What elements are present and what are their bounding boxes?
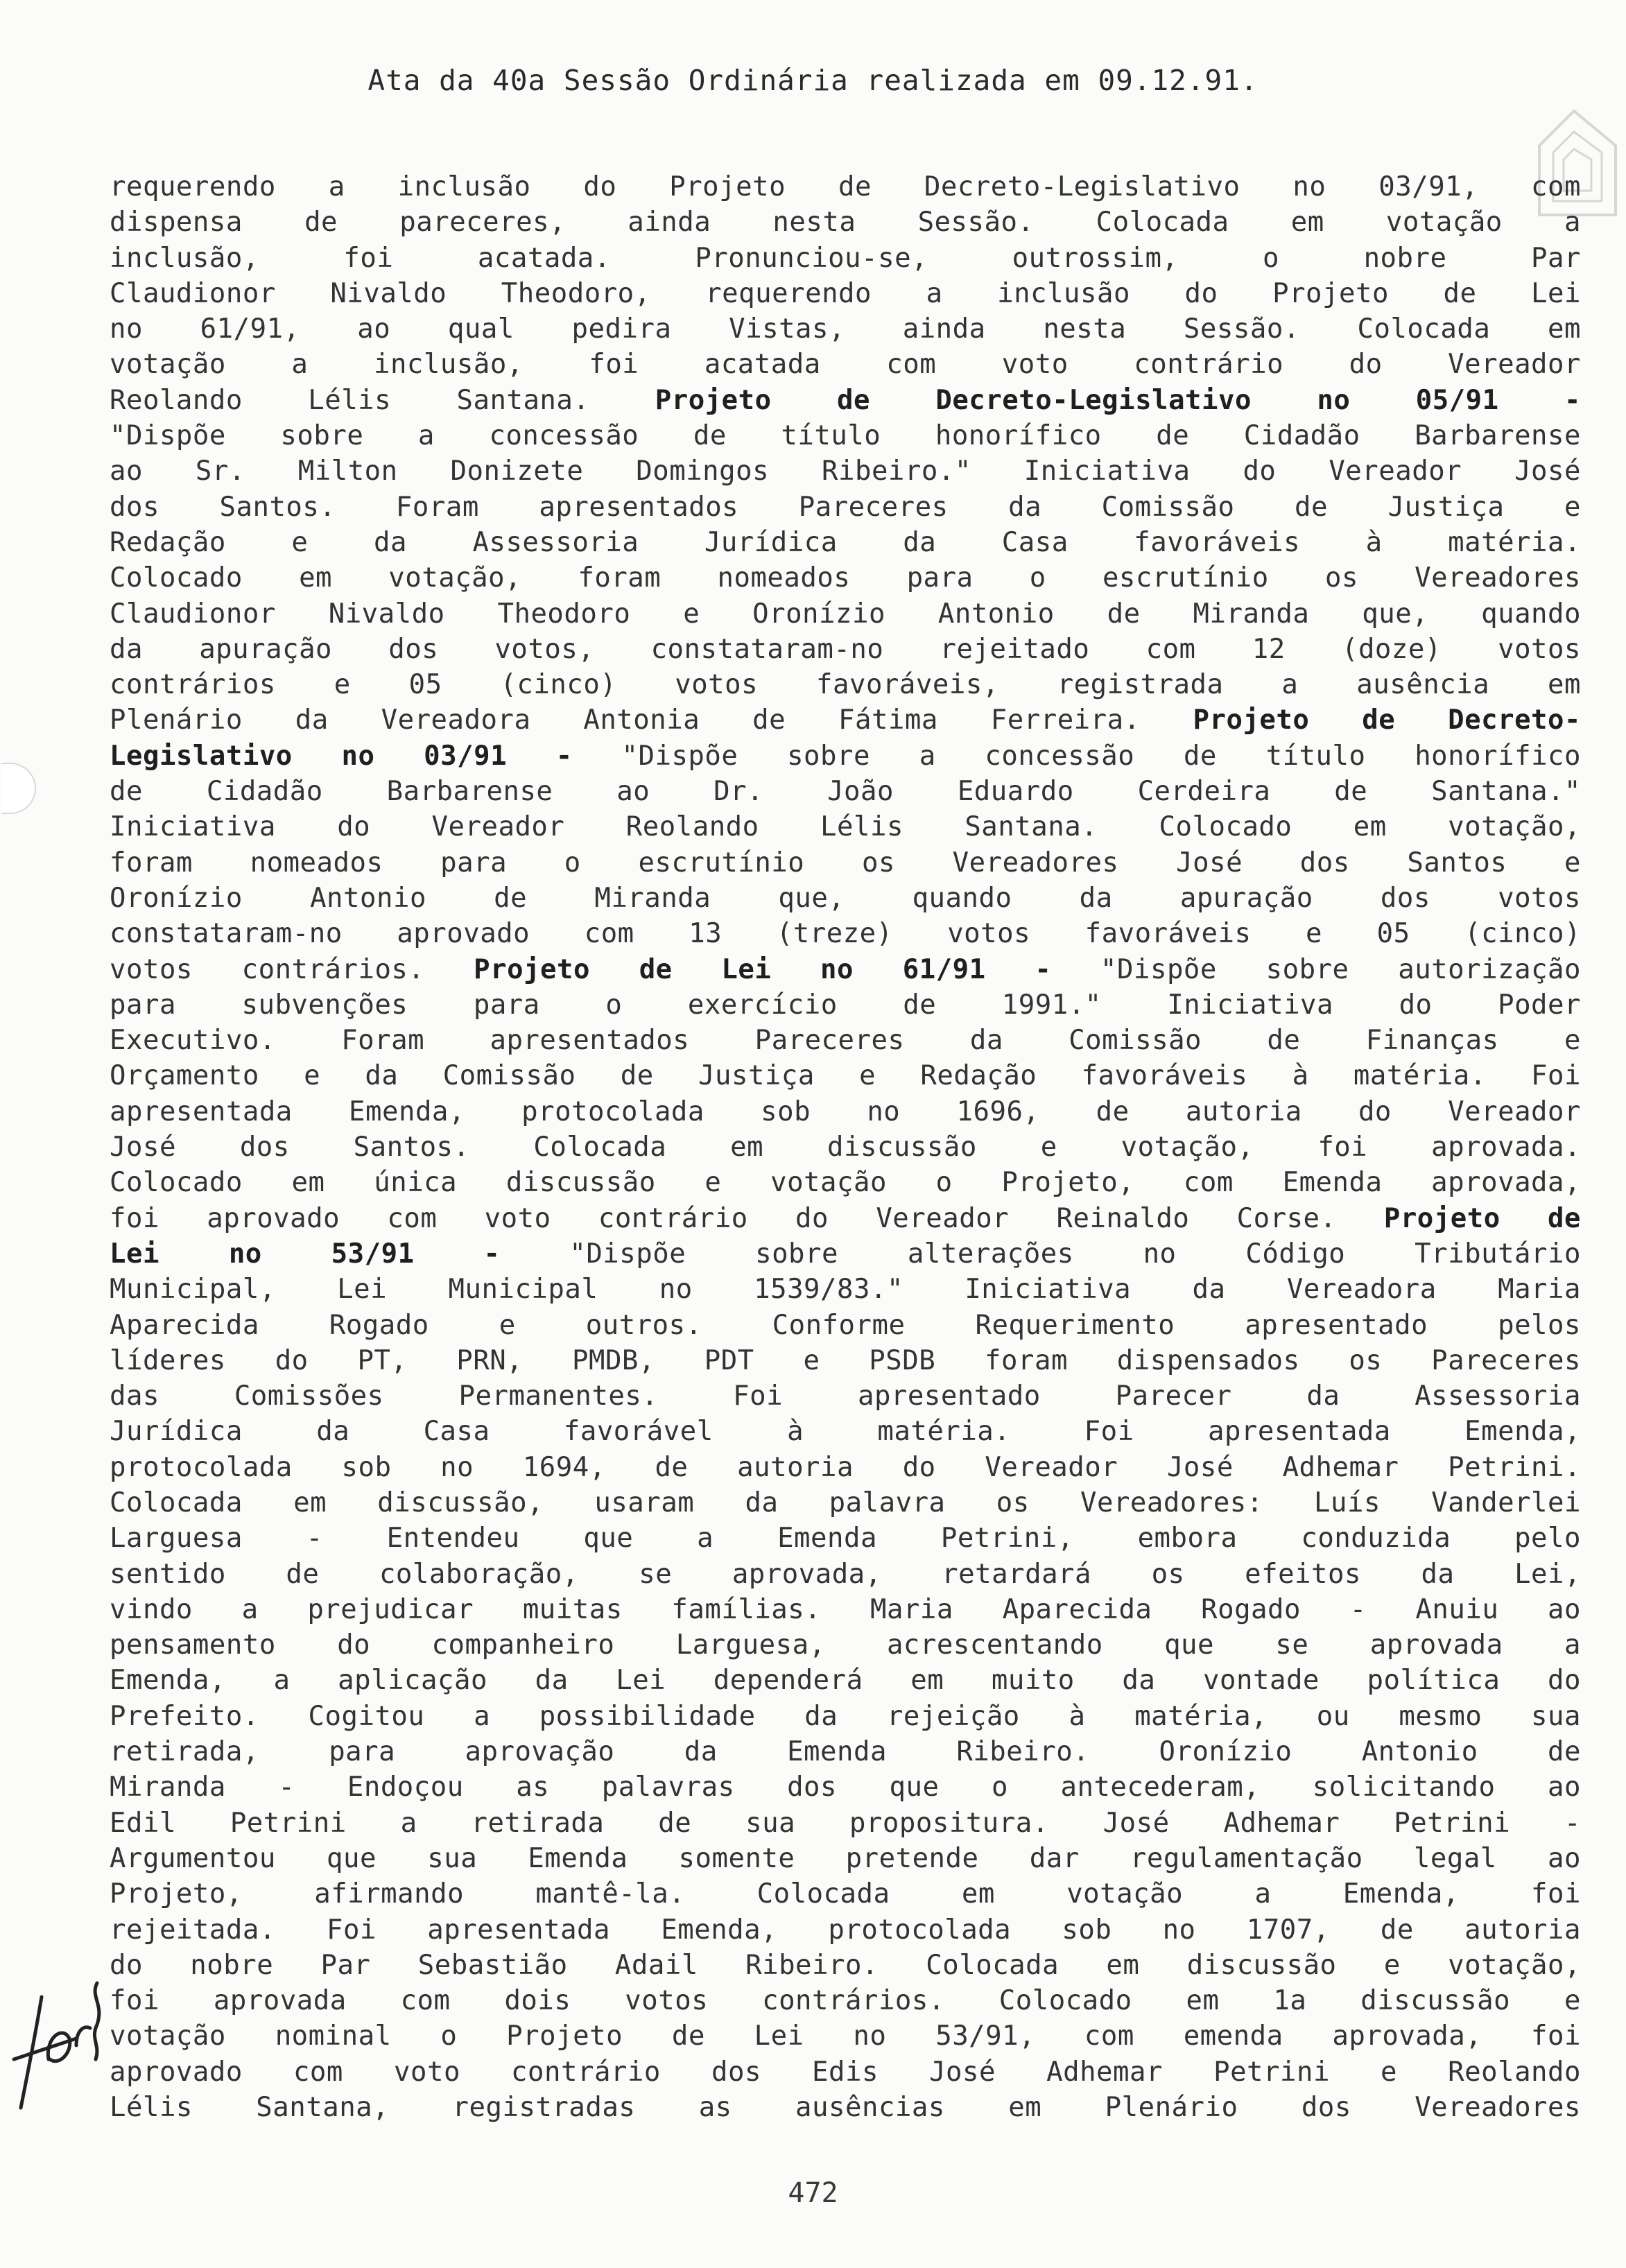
- text-line: Prefeito. Cogitou a possibilidade da rejeição à matéria, ou mesmo sua: [110, 1700, 1581, 1732]
- text-line: Argumentou que sua Emenda somente pretende dar regulamentação legal ao: [110, 1842, 1581, 1874]
- text-line: Plenário da Vereadora Antonia de Fátima Ferreira. Projeto de Decreto-: [110, 704, 1581, 736]
- text-line: das Comissões Permanentes. Foi apresentado Parecer da Assessoria: [110, 1380, 1581, 1412]
- text-line: pensamento do companheiro Larguesa, acrescentando que se aprovada a: [110, 1629, 1581, 1661]
- text-line: Edil Petrini a retirada de sua propositura. José Adhemar Petrini -: [110, 1807, 1581, 1839]
- text-line: constataram-no aprovado com 13 (treze) votos favoráveis e 05 (cinco): [110, 918, 1581, 950]
- text-line: aprovado com voto contrário dos Edis José Adhemar Petrini e Reolando: [110, 2056, 1581, 2088]
- text-line: da apuração dos votos, constataram-no rejeitado com 12 (doze) votos: [110, 633, 1581, 665]
- text-line: Reolando Lélis Santana. Projeto de Decreto-Legislativo no 05/91 -: [110, 384, 1581, 416]
- text-line: dos Santos. Foram apresentados Pareceres da Comissão de Justiça e: [110, 491, 1581, 523]
- text-line: requerendo a inclusão do Projeto de Decreto-Legislativo no 03/91, com: [110, 171, 1581, 202]
- text-line: Colocado em votação, foram nomeados para o escrutínio os Vereadores: [110, 562, 1581, 594]
- page-number: 472: [788, 2177, 838, 2209]
- text-line: protocolada sob no 1694, de autoria do Vereador José Adhemar Petrini.: [110, 1451, 1581, 1483]
- punch-hole-mark: [1, 763, 36, 814]
- text-line: foi aprovada com dois votos contrários. Colocado em 1a discussão e: [110, 1985, 1581, 2017]
- text-line: Lélis Santana, registradas as ausências em Plenário dos Vereadores: [110, 2092, 1581, 2124]
- text-line: rejeitada. Foi apresentada Emenda, protocolada sob no 1707, de autoria: [110, 1914, 1581, 1946]
- text-line: dispensa de pareceres, ainda nesta Sessão. Colocada em votação a: [110, 207, 1581, 239]
- text-line: José dos Santos. Colocada em discussão e votação, foi aprovada.: [110, 1132, 1581, 1163]
- text-line: vindo a prejudicar muitas famílias. Maria Aparecida Rogado - Anuiu ao: [110, 1593, 1581, 1625]
- page-title: Ata da 40a Sessão Ordinária realizada em 09.12.91.: [367, 64, 1259, 97]
- text-line: no 61/91, ao qual pedira Vistas, ainda nesta Sessão. Colocada em: [110, 313, 1581, 345]
- text-line: Projeto, afirmando mantê-la. Colocada em votação a Emenda, foi: [110, 1878, 1581, 1910]
- text-line: Lei no 53/91 - "Dispõe sobre alterações no Código Tributário: [110, 1238, 1581, 1270]
- text-line: líderes do PT, PRN, PMDB, PDT e PSDB foram dispensados os Pareceres: [110, 1344, 1581, 1376]
- text-line: votos contrários. Projeto de Lei no 61/91 - "Dispõe sobre autorização: [110, 953, 1581, 985]
- text-line: Miranda - Endoçou as palavras dos que o antecederam, solicitando ao: [110, 1772, 1581, 1803]
- text-line: Orçamento e da Comissão de Justiça e Redação favoráveis à matéria. Foi: [110, 1060, 1581, 1092]
- text-line: Executivo. Foram apresentados Pareceres da Comissão de Finanças e: [110, 1025, 1581, 1057]
- text-line: Aparecida Rogado e outros. Conforme Requerimento apresentado pelos: [110, 1309, 1581, 1341]
- minutes-body-text: [110, 169, 1581, 2125]
- text-line: de Cidadão Barbarense ao Dr. João Eduardo Cerdeira de Santana.": [110, 776, 1581, 808]
- text-line: Larguesa - Entendeu que a Emenda Petrini, embora conduzida pelo: [110, 1523, 1581, 1555]
- text-line: Claudionor Nivaldo Theodoro e Oronízio Antonio de Miranda que, quando: [110, 598, 1581, 630]
- text-line: Claudionor Nivaldo Theodoro, requerendo a inclusão do Projeto de Lei: [110, 277, 1581, 309]
- text-line: ao Sr. Milton Donizete Domingos Ribeiro." Iniciativa do Vereador José: [110, 456, 1581, 487]
- text-line: retirada, para aprovação da Emenda Ribeiro. Oronízio Antonio de: [110, 1736, 1581, 1768]
- text-line: Colocada em discussão, usaram da palavra os Vereadores: Luís Vanderlei: [110, 1487, 1581, 1518]
- text-line: do nobre Par Sebastião Adail Ribeiro. Colocada em discussão e votação,: [110, 1949, 1581, 1981]
- text-line: "Dispõe sobre a concessão de título honorífico de Cidadão Barbarense: [110, 420, 1581, 452]
- text-line: Legislativo no 03/91 - "Dispõe sobre a concessão de título honorífico: [110, 740, 1581, 772]
- text-line: foi aprovado com voto contrário do Vereador Reinaldo Corse. Projeto de: [110, 1202, 1581, 1234]
- text-line: foram nomeados para o escrutínio os Vereadores José dos Santos e: [110, 847, 1581, 878]
- text-line: contrários e 05 (cinco) votos favoráveis, registrada a ausência em: [110, 669, 1581, 701]
- text-line: Redação e da Assessoria Jurídica da Casa favoráveis à matéria.: [110, 526, 1581, 558]
- text-line: para subvenções para o exercício de 1991." Iniciativa do Poder: [110, 989, 1581, 1021]
- text-line: sentido de colaboração, se aprovada, retardará os efeitos da Lei,: [110, 1558, 1581, 1590]
- text-line: inclusão, foi acatada. Pronunciou-se, outrossim, o nobre Par: [110, 242, 1581, 274]
- text-line: Municipal, Lei Municipal no 1539/83." Iniciativa da Vereadora Maria: [110, 1274, 1581, 1306]
- handwritten-initials: [7, 1955, 118, 2122]
- text-line: Oronízio Antonio de Miranda que, quando da apuração dos votos: [110, 882, 1581, 914]
- text-line: Jurídica da Casa favorável à matéria. Foi apresentada Emenda,: [110, 1416, 1581, 1448]
- text-line: Emenda, a aplicação da Lei dependerá em muito da vontade política do: [110, 1665, 1581, 1697]
- text-line: votação a inclusão, foi acatada com voto contrário do Vereador: [110, 349, 1581, 381]
- text-line: votação nominal o Projeto de Lei no 53/91, com emenda aprovada, foi: [110, 2020, 1581, 2052]
- text-line: Colocado em única discussão e votação o Projeto, com Emenda aprovada,: [110, 1167, 1581, 1199]
- text-line: apresentada Emenda, protocolada sob no 1696, de autoria do Vereador: [110, 1096, 1581, 1127]
- text-line: Iniciativa do Vereador Reolando Lélis Santana. Colocado em votação,: [110, 811, 1581, 843]
